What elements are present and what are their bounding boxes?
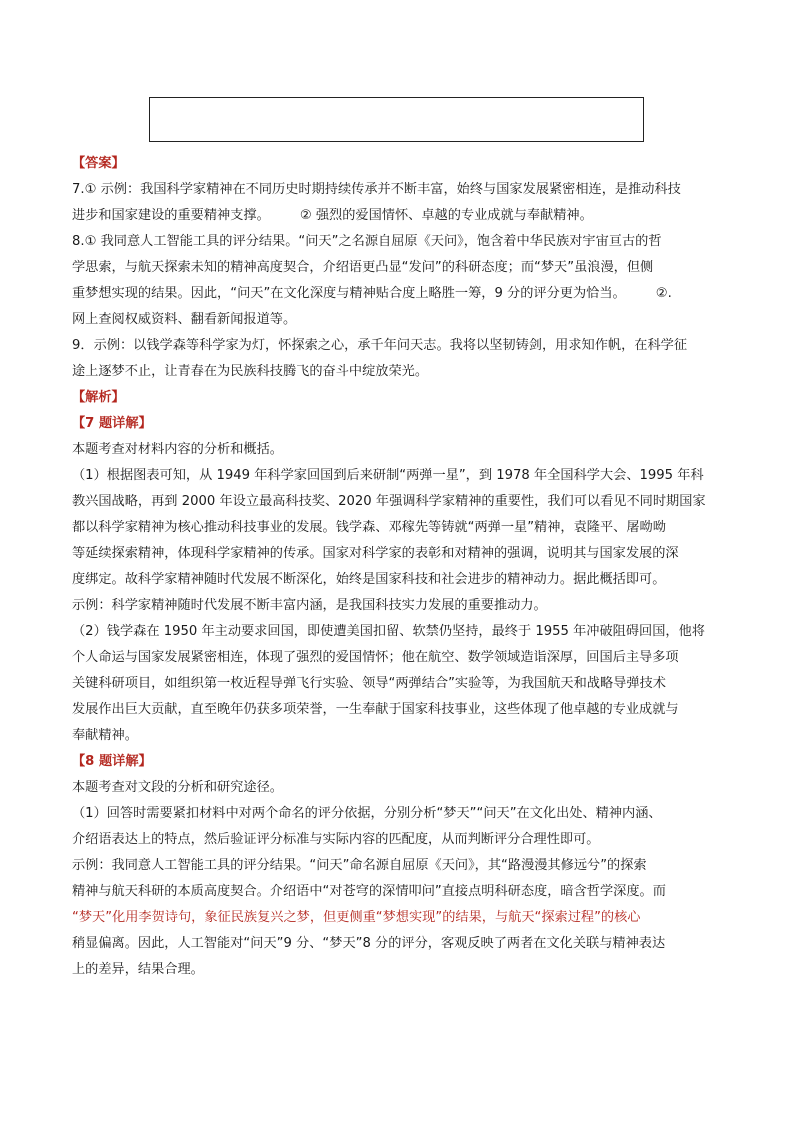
answer-heading: 【答案】	[72, 156, 125, 171]
answer-8-line-3	[72, 281, 732, 307]
q7-line-8: （2）钱学森在 1950 年主动要求回国，即使遭美国扣留、软禁仍坚持，最终于 1955 年冲破阻碍回国，他将	[72, 624, 705, 639]
q7-line-7: 示例：科学家精神随时代发展不断丰富内涵，是我国科技实力发展的重要推动力。	[72, 598, 547, 613]
answer-8-text: 重梦想实现的结果。因此，“问天”在文化深度与精神贴合度上略胜一筹，9 分的评分更为恰当。	[72, 286, 626, 301]
answer-9-line-1: 9．示例：以钱学森等科学家为灯，怀探索之心，承千年问天志。我将以坚韧铸剑，用求知作帆，在科学征	[72, 338, 688, 353]
q8-line-8: 上的差异，结果合理。	[72, 962, 204, 977]
q8-line-4: 示例：我同意人工智能工具的评分结果。“问天”命名源自屈原《天问》，其“路漫漫其修远兮”的探索	[72, 858, 647, 873]
q8-line-6: “梦天”化用李贺诗句，象征民族复兴之梦，但更侧重“梦想实现”的结果，与航天“探索过程”的核心	[72, 910, 641, 925]
answer-8-line-4: 网上查阅权威资料、翻看新闻报道等。	[72, 312, 297, 327]
answer-7-line-2	[72, 203, 732, 229]
answer-8-line-1: 8.① 我同意人工智能工具的评分结果。“问天”之名源自屈原《天问》，饱含着中华民族对宇宙亘古的哲	[72, 234, 662, 249]
q7-line-5: 等延续探索精神，体现科学家精神的传承。国家对科学家的表彰和对精神的强调，说明其与国家发展的深	[72, 546, 679, 561]
answer-8-part-2-marker: ②.	[655, 286, 672, 301]
q8-line-5: 精神与航天科研的本质高度契合。介绍语中“对苍穹的深情叩问”直接点明科研态度，暗含哲学深度。而	[72, 884, 666, 899]
analysis-heading: 【解析】	[72, 390, 125, 405]
q7-line-12: 奉献精神。	[72, 728, 138, 743]
q8-line-2: （1）回答时需要紧扣材料中对两个命名的评分依据，分别分析“梦天”“问天”在文化出处、精神内涵、	[72, 806, 662, 821]
q7-line-3: 教兴国战略，再到 2000 年设立最高科技奖、2020 年强调科学家精神的重要性，我们可以看见不同时期国家	[72, 494, 706, 509]
answer-8-line-2: 学思索，与航天探索未知的精神高度契合，介绍语更凸显“发问”的科研态度；而“梦天”虽浪漫，但侧	[72, 260, 654, 275]
document-content	[72, 151, 732, 983]
q7-line-6: 度绑定。故科学家精神随时代发展不断深化，始终是国家科技和社会进步的精神动力。据此概括即可。	[72, 572, 666, 587]
answer-7-text: 进步和国家建设的重要精神支撑。	[72, 208, 270, 223]
answer-box	[149, 97, 644, 142]
q8-heading: 【8 题详解】	[72, 754, 152, 769]
q8-line-7: 稍显偏离。因此，人工智能对“问天”9 分、“梦天”8 分的评分，客观反映了两者在文化关联与精神表达	[72, 936, 666, 951]
q7-line-2: （1）根据图表可知，从 1949 年科学家回国到后来研制“两弹一星”，到 1978 年全国科学大会、1995 年科	[72, 468, 704, 483]
q7-heading: 【7 题详解】	[72, 416, 152, 431]
q7-line-1: 本题考查对材料内容的分析和概括。	[72, 442, 283, 457]
answer-7-line-1: 7.① 示例：我国科学家精神在不同历史时期持续传承并不断丰富，始终与国家发展紧密相连，是推动科技	[72, 182, 681, 197]
q7-line-9: 个人命运与国家发展紧密相连，体现了强烈的爱国情怀；他在航空、数学领域造诣深厚，回国后主导多项	[72, 650, 679, 665]
q8-line-1: 本题考查对文段的分析和研究途径。	[72, 780, 283, 795]
q7-line-10: 关键科研项目，如组织第一枚近程导弹飞行实验、领导“两弹结合”实验等，为我国航天和战略导弹技术	[72, 676, 666, 691]
answer-7-part-2: ② 强烈的爱国情怀、卓越的专业成就与奉献精神。	[299, 208, 593, 223]
answer-9-line-2: 途上逐梦不止，让青春在为民族科技腾飞的奋斗中绽放荣光。	[72, 364, 429, 379]
q7-line-11: 发展作出巨大贡献，直至晚年仍获多项荣誉，一生奉献于国家科技事业，这些体现了他卓越的专业成就与	[72, 702, 679, 717]
q8-line-3: 介绍语表达上的特点，然后验证评分标准与实际内容的匹配度，从而判断评分合理性即可。	[72, 832, 600, 847]
q7-line-4: 都以科学家精神为核心推动科技事业的发展。钱学森、邓稼先等铸就“两弹一星”精神，袁隆平、屠呦呦	[72, 520, 666, 535]
